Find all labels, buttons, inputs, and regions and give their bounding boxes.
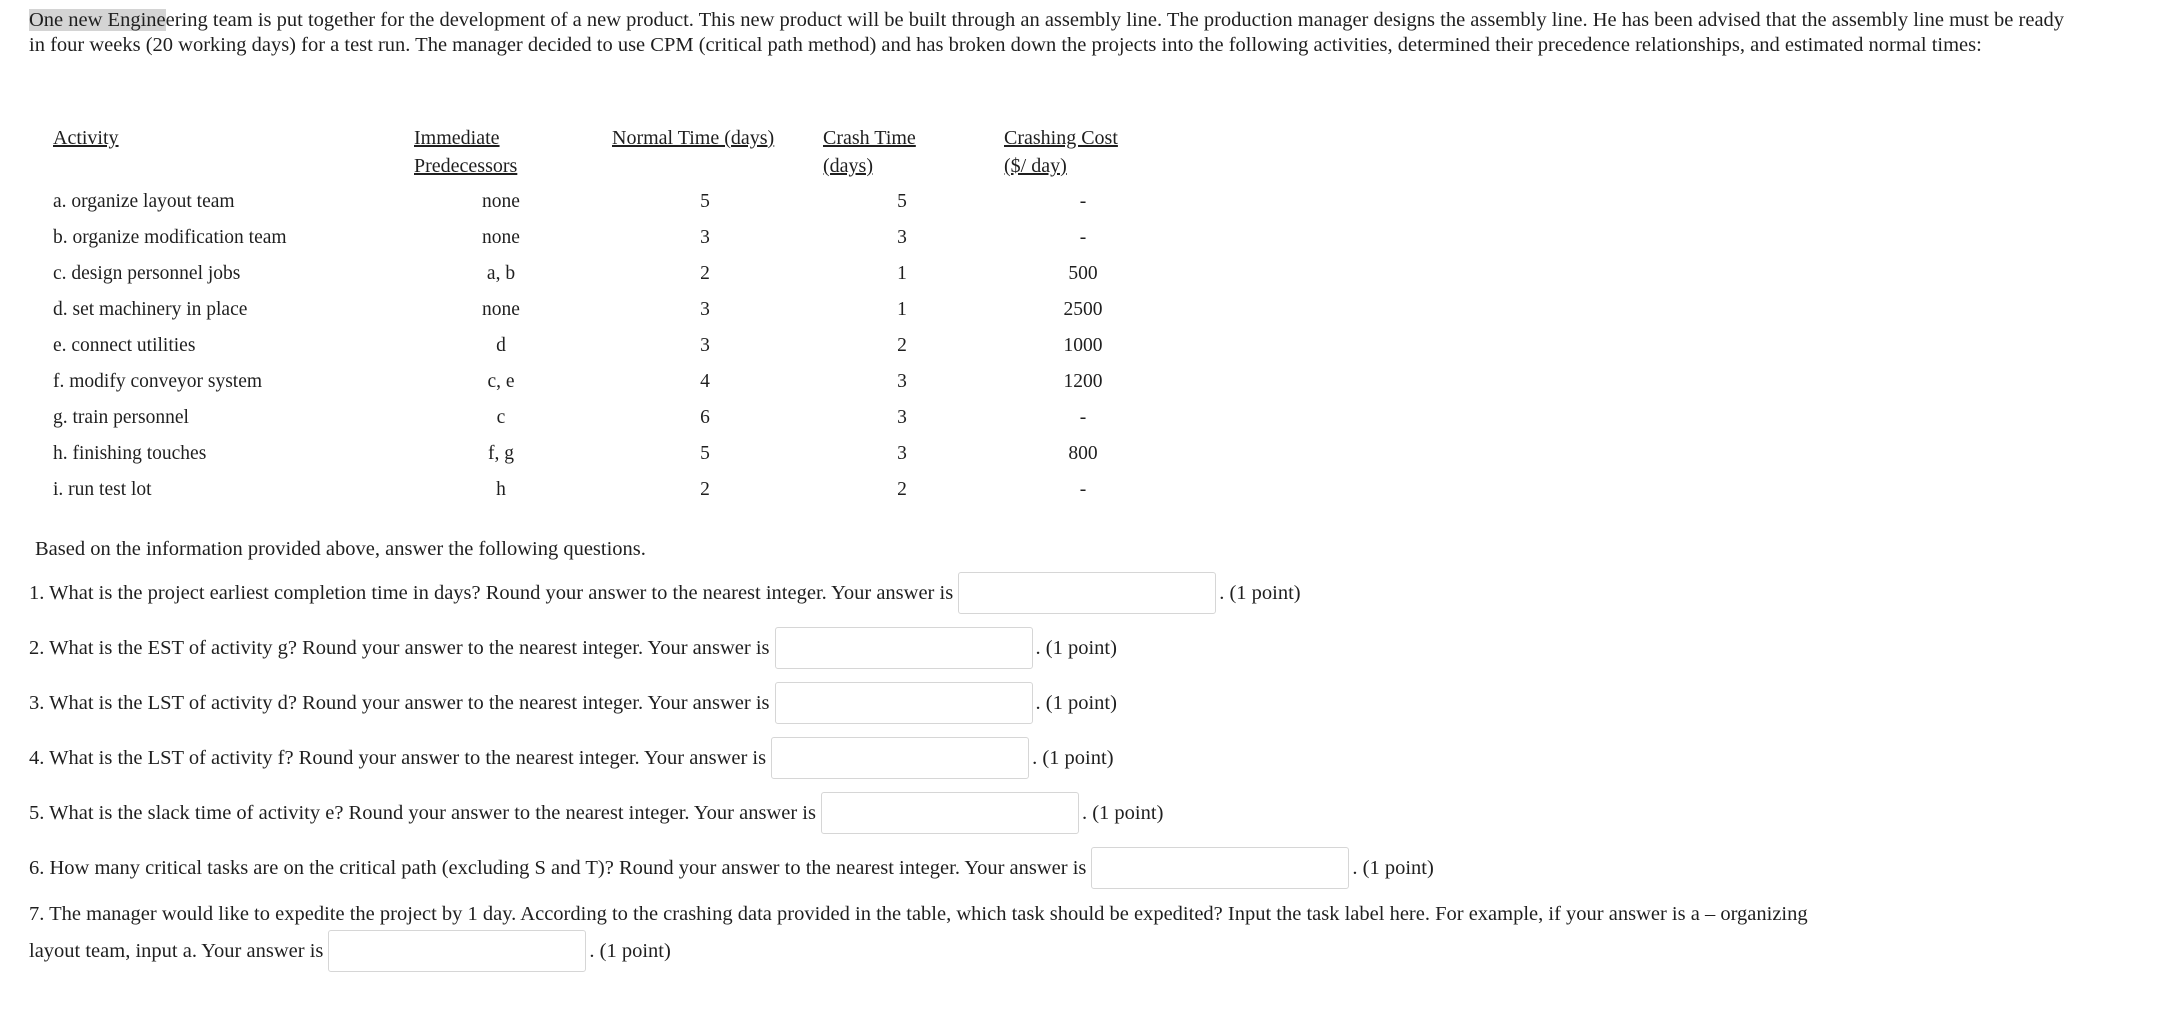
question-7-line1: 7. The manager would like to expedite the project by 1 day. According to the crashing data provided in the table, which task should be expedited? Input the task label here. For example, if your answer is a – organizing [29, 903, 1808, 925]
answer-input-q6[interactable] [1091, 847, 1349, 889]
header-normal-time: Normal Time (days) [612, 127, 775, 149]
table-cell-crashing-cost: - [1079, 407, 1087, 428]
table-cell-crashing-cost: - [1079, 191, 1087, 212]
table-cell-normal-time: 3 [700, 335, 710, 356]
table-cell-activity: h. finishing touches [53, 443, 207, 464]
text-selection-highlight: One new Engine [29, 9, 166, 31]
question-text: 4. What is the LST of activity f? Round your answer to the nearest integer. Your answer is [29, 746, 767, 769]
table-cell-activity: b. organize modification team [53, 227, 287, 248]
table-cell-normal-time: 3 [700, 299, 710, 320]
question-7-line2 [29, 930, 671, 972]
question-text: 2. What is the EST of activity g? Round your answer to the nearest integer. Your answer is [29, 636, 770, 659]
table-cell-crash-time: 3 [897, 407, 907, 428]
question-points: . (1 point) [589, 939, 671, 962]
question-points: . (1 point) [1032, 746, 1114, 769]
answer-input-q2[interactable] [775, 627, 1033, 669]
intro-paragraph [29, 8, 2069, 58]
question-points: . (1 point) [1035, 636, 1117, 659]
intro-text: ering team is put together for the development of a new product. This new product will be built through an assembly line. The production manager designs the assembly line. He has been advised that the assembly line must be ready in four weeks (20 working days) for a test run. The manager decided to use CPM (critical path method) and has broken down the projects into the following activities, determined their precedence relationships, and estimated normal times: [29, 9, 2065, 56]
table-cell-normal-time: 4 [700, 371, 710, 392]
header-crashing-cost-line1: Crashing Cost [1004, 127, 1118, 149]
header-crashing-cost-line2: ($/ day) [1004, 155, 1067, 177]
table-cell-crash-time: 3 [897, 443, 907, 464]
table-cell-activity: f. modify conveyor system [53, 371, 263, 392]
header-crash-time-line1: Crash Time [823, 127, 916, 149]
table-cell-crashing-cost: - [1079, 227, 1087, 248]
table-cell-crash-time: 3 [897, 227, 907, 248]
question-6 [29, 847, 1434, 889]
table-cell-normal-time: 3 [700, 227, 710, 248]
table-cell-crash-time: 1 [897, 299, 907, 320]
header-activity: Activity [53, 127, 119, 149]
table-cell-predecessors: none [482, 299, 520, 320]
table-cell-normal-time: 5 [700, 443, 710, 464]
table-cell-predecessors: f, g [488, 443, 514, 464]
question-3 [29, 682, 1117, 724]
question-points: . (1 point) [1035, 691, 1117, 714]
answer-input-q3[interactable] [775, 682, 1033, 724]
table-cell-predecessors: h [496, 479, 506, 500]
header-predecessors-line2: Predecessors [414, 155, 518, 177]
table-cell-crashing-cost: 2500 [1063, 299, 1103, 320]
table-cell-crash-time: 2 [897, 335, 907, 356]
answer-input-q5[interactable] [821, 792, 1079, 834]
header-crash-time-line2: (days) [823, 155, 873, 177]
table-cell-crashing-cost: 1200 [1063, 371, 1103, 392]
table-cell-normal-time: 2 [700, 263, 710, 284]
table-cell-crash-time: 1 [897, 263, 907, 284]
table-cell-crashing-cost: 500 [1068, 263, 1098, 284]
table-cell-crashing-cost: - [1079, 479, 1087, 500]
question-1 [29, 572, 1301, 614]
question-text: 5. What is the slack time of activity e? Round your answer to the nearest integer. Your answer is [29, 801, 816, 824]
table-cell-predecessors: none [482, 227, 520, 248]
question-points: . (1 point) [1081, 801, 1164, 824]
table-cell-normal-time: 2 [700, 479, 710, 500]
questions-intro: Based on the information provided above, answer the following questions. [35, 538, 646, 560]
question-points: . (1 point) [1352, 856, 1434, 879]
table-cell-crash-time: 3 [897, 371, 907, 392]
question-text: 6. How many critical tasks are on the critical path (excluding S and T)? Round your answer to the nearest integer. Your answer is [29, 856, 1087, 879]
question-text: layout team, input a. Your answer is [29, 939, 324, 962]
header-predecessors-line1: Immediate [414, 127, 500, 149]
answer-input-q4[interactable] [771, 737, 1029, 779]
table-cell-crash-time: 5 [897, 191, 907, 212]
answer-input-q1[interactable] [958, 572, 1216, 614]
question-text: 3. What is the LST of activity d? Round your answer to the nearest integer. Your answer is [29, 691, 770, 714]
table-cell-activity: e. connect utilities [53, 335, 196, 356]
table-cell-crashing-cost: 1000 [1063, 335, 1103, 356]
answer-input-q7[interactable] [328, 930, 586, 972]
table-cell-crash-time: 2 [897, 479, 907, 500]
table-cell-predecessors: none [482, 191, 520, 212]
question-points: . (1 point) [1219, 581, 1301, 604]
question-5 [29, 792, 1163, 834]
table-cell-crashing-cost: 800 [1068, 443, 1098, 464]
table-cell-normal-time: 5 [700, 191, 710, 212]
table-cell-activity: a. organize layout team [53, 191, 235, 212]
table-cell-activity: c. design personnel jobs [53, 263, 241, 284]
table-cell-activity: d. set machinery in place [53, 299, 248, 320]
table-cell-activity: i. run test lot [53, 479, 152, 500]
table-cell-activity: g. train personnel [53, 407, 189, 428]
table-cell-predecessors: d [496, 335, 506, 356]
question-2 [29, 627, 1117, 669]
table-cell-predecessors: c, e [487, 371, 515, 392]
table-cell-predecessors: a, b [486, 263, 516, 284]
question-text: 1. What is the project earliest completion time in days? Round your answer to the nearest integer. Your answer is [29, 581, 954, 604]
table-cell-normal-time: 6 [700, 407, 710, 428]
question-4 [29, 737, 1114, 779]
table-cell-predecessors: c [496, 407, 506, 428]
